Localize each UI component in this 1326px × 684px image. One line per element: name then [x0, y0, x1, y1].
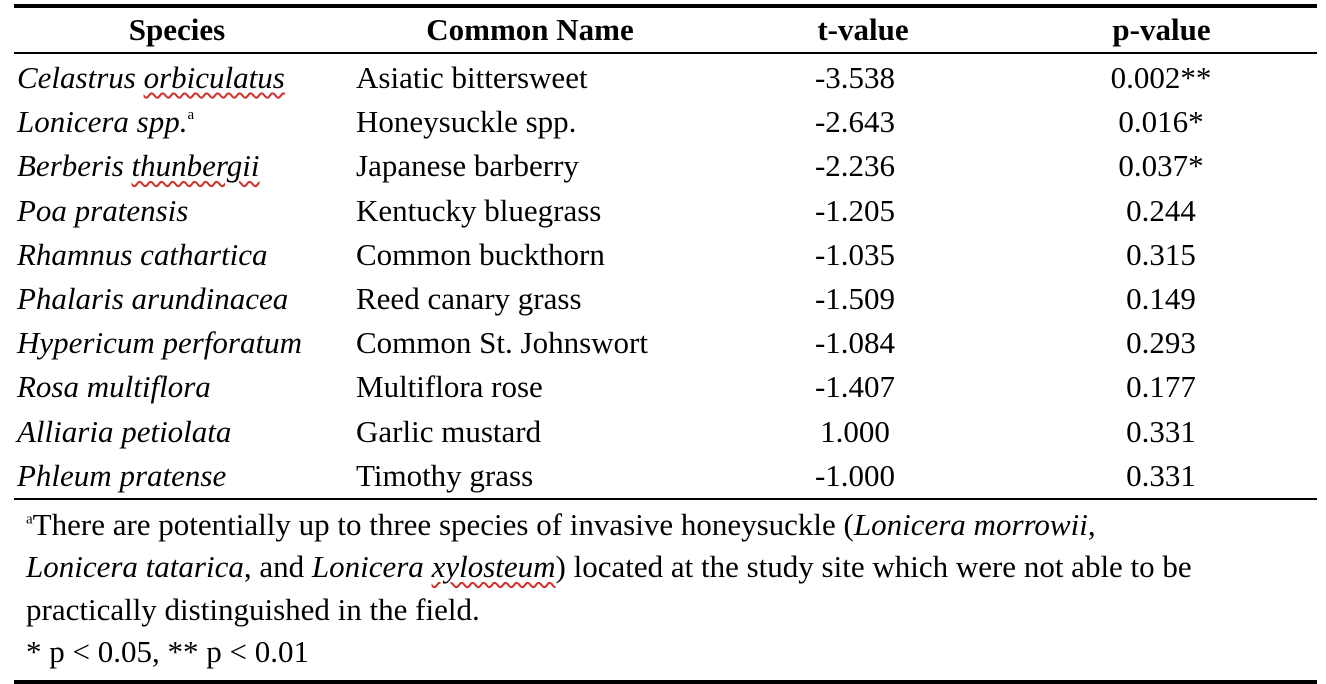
- cell-t-value: -1.509: [814, 281, 896, 317]
- cell-common-name: Timothy grass: [356, 457, 534, 493]
- footnote-species-3-word: xylosteum: [431, 549, 556, 585]
- species-name: Rosa multiflora: [17, 369, 211, 405]
- species-table: [14, 4, 1317, 684]
- species-name: Lonicera spp.: [17, 104, 188, 140]
- footnote-a: [26, 504, 1317, 632]
- cell-species: [14, 237, 355, 273]
- cell-p-value: 0.244: [1126, 192, 1196, 228]
- table-row: [14, 277, 1317, 321]
- cell-p-value: 0.037*: [1118, 148, 1204, 184]
- footnote-text-3: , and: [243, 549, 312, 585]
- table-row: [14, 321, 1317, 365]
- cell-p-value: 0.177: [1126, 369, 1196, 405]
- species-name: Rhamnus cathartica: [17, 236, 268, 272]
- cell-t-value: -2.236: [814, 148, 896, 184]
- cell-common-name: Common buckthorn: [356, 236, 605, 272]
- species-name: Hypericum perforatum: [17, 325, 302, 361]
- footnote-mark: a: [26, 511, 33, 528]
- footnote-species-3-prefix: Lonicera: [311, 549, 432, 585]
- table-row: [14, 100, 1317, 144]
- table-row: [14, 454, 1317, 498]
- species-name: Poa pratensis: [17, 192, 189, 228]
- cell-species: [14, 148, 355, 184]
- footnote-text-1: There are potentially up to three species of invasive honeysuckle (: [32, 506, 854, 542]
- footnote-species-1: Lonicera morrowii: [853, 506, 1088, 542]
- significance-note: * p < 0.05, ** p < 0.01: [26, 634, 309, 670]
- table-body: [14, 54, 1317, 498]
- cell-t-value: -1.407: [814, 369, 896, 405]
- table-row: [14, 189, 1317, 233]
- species-footnote-mark: a: [187, 106, 195, 123]
- footnote-text-4: ) located at the study site which were not able to be practically distinguished in the field.: [26, 549, 1192, 627]
- cell-common-name: Kentucky bluegrass: [356, 192, 602, 228]
- cell-species: [14, 414, 355, 450]
- cell-t-value: -1.000: [814, 457, 896, 493]
- cell-p-value: 0.331: [1126, 457, 1196, 493]
- cell-t-value: 1.000: [820, 413, 890, 449]
- cell-t-value: -1.084: [814, 325, 896, 361]
- cell-common-name: Multiflora rose: [356, 369, 543, 405]
- cell-p-value: 0.016*: [1118, 104, 1204, 140]
- cell-p-value: 0.331: [1126, 413, 1196, 449]
- cell-common-name: Asiatic bittersweet: [356, 60, 588, 96]
- species-name: Alliaria petiolata: [17, 413, 232, 449]
- header-p-value: p-value: [1112, 12, 1211, 47]
- header-t-value: t-value: [817, 12, 909, 47]
- cell-t-value: -1.035: [814, 236, 896, 272]
- species-name: Phleum pratense: [17, 457, 227, 493]
- species-epithet: orbiculatus: [143, 60, 285, 96]
- cell-common-name: Honeysuckle spp.: [356, 104, 577, 140]
- header-species: Species: [128, 12, 226, 47]
- species-genus: Berberis: [17, 148, 132, 184]
- cell-t-value: -2.643: [814, 104, 896, 140]
- table-row: [14, 56, 1317, 100]
- footnote-species-3: [312, 549, 556, 584]
- cell-species: [14, 458, 355, 494]
- footnote-text-2: ,: [1087, 506, 1096, 542]
- table-header-row: [14, 8, 1317, 52]
- species-epithet: thunbergii: [131, 148, 260, 184]
- cell-common-name: Common St. Johnswort: [356, 325, 648, 361]
- species-genus: Celastrus: [17, 60, 144, 96]
- table-footnotes: [14, 500, 1317, 680]
- cell-common-name: Reed canary grass: [356, 281, 582, 317]
- species-name: Phalaris arundinacea: [17, 281, 289, 317]
- cell-species: [14, 60, 355, 96]
- table-row: [14, 365, 1317, 409]
- footnote-species-2: Lonicera tatarica: [26, 549, 244, 585]
- header-common-name: Common Name: [426, 12, 634, 47]
- table-row: [14, 410, 1317, 454]
- cell-p-value: 0.149: [1126, 281, 1196, 317]
- cell-common-name: Japanese barberry: [356, 148, 579, 184]
- cell-species: [14, 369, 355, 405]
- cell-species: [14, 325, 355, 361]
- cell-p-value: 0.002**: [1110, 60, 1212, 96]
- cell-common-name: Garlic mustard: [356, 413, 542, 449]
- cell-species: [14, 104, 355, 140]
- cell-p-value: 0.315: [1126, 236, 1196, 272]
- table-row: [14, 233, 1317, 277]
- cell-t-value: -3.538: [814, 60, 896, 96]
- cell-species: [14, 193, 355, 229]
- cell-t-value: -1.205: [814, 192, 896, 228]
- cell-species: [14, 281, 355, 317]
- table-row: [14, 144, 1317, 188]
- cell-p-value: 0.293: [1126, 325, 1196, 361]
